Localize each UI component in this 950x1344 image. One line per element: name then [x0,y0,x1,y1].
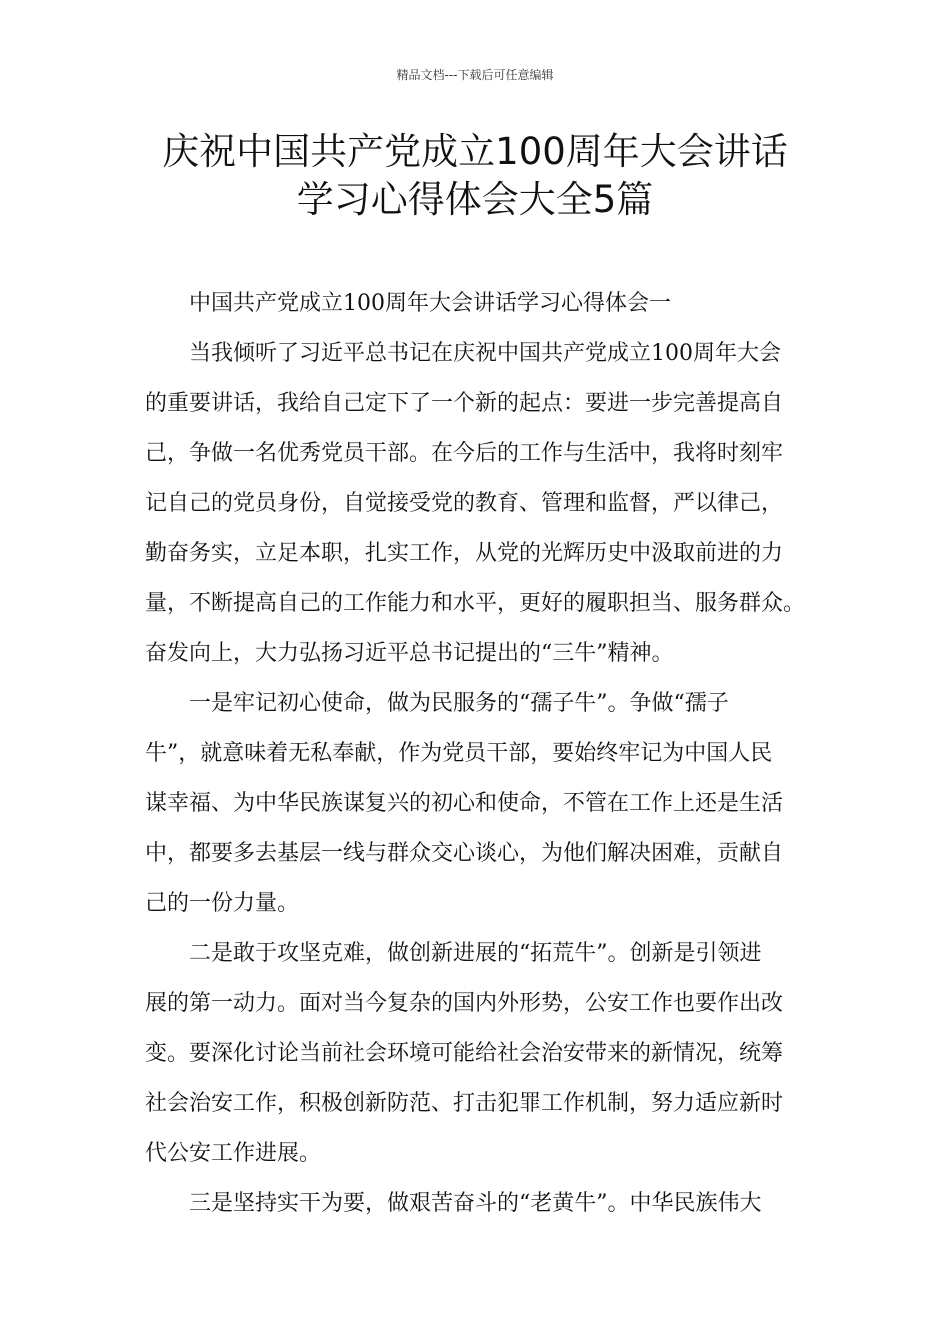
section-heading: 中国共产党成立100周年大会讲话学习心得体会一 [189,291,671,316]
header-note: 精品文档---下载后可任意编辑 [396,68,554,82]
title-line-2: 学习心得体会大全5篇 [296,178,654,221]
paragraph-line: 中，都要多去基层一线与群众交心谈心，为他们解决困难，贡献自 [145,841,784,866]
document-title [0,128,950,224]
paragraph-line: 勤奋务实，立足本职，扎实工作，从党的光辉历史中汲取前进的力 [145,541,784,566]
paragraph-line: 己的一份力量。 [145,891,300,916]
title-line-1: 庆祝中国共产党成立100周年大会讲话 [162,130,788,173]
paragraph-line: 己，争做一名优秀党员干部。在今后的工作与生活中，我将时刻牢 [145,441,784,466]
paragraph-line: 谋幸福、为中华民族谋复兴的初心和使命，不管在工作上还是生活 [145,791,784,816]
paragraph-line: 变。要深化讨论当前社会环境可能给社会治安带来的新情况，统筹 [145,1041,784,1066]
paragraph-line: 的重要讲话，我给自己定下了一个新的起点：要进一步完善提高自 [145,391,784,416]
paragraph-line: 二是敢于攻坚克难，做创新进展的“拓荒牛”。创新是引领进 [189,941,762,966]
paragraph-line: 量，不断提高自己的工作能力和水平，更好的履职担当、服务群众。 [145,591,806,616]
paragraph-line: 牛”，就意味着无私奉献，作为党员干部，要始终牢记为中国人民 [145,741,773,766]
body-text [145,279,810,1229]
paragraph-line: 记自己的党员身份，自觉接受党的教育、管理和监督，严以律己， [145,491,784,516]
paragraph-line: 代公安工作进展。 [145,1141,322,1166]
paragraph-line: 社会治安工作，积极创新防范、打击犯罪工作机制，努力适应新时 [145,1091,784,1116]
paragraph-line: 三是坚持实干为要，做艰苦奋斗的“老黄牛”。中华民族伟大 [189,1191,762,1216]
paragraph-line: 展的第一动力。面对当今复杂的国内外形势，公安工作也要作出改 [145,991,784,1016]
paragraph-line: 当我倾听了习近平总书记在庆祝中国共产党成立100周年大会 [189,341,781,366]
paragraph-line: 一是牢记初心使命，做为民服务的“孺子牛”。争做“孺子 [189,691,729,716]
paragraph-line: 奋发向上，大力弘扬习近平总书记提出的“三牛”精神。 [145,641,674,666]
